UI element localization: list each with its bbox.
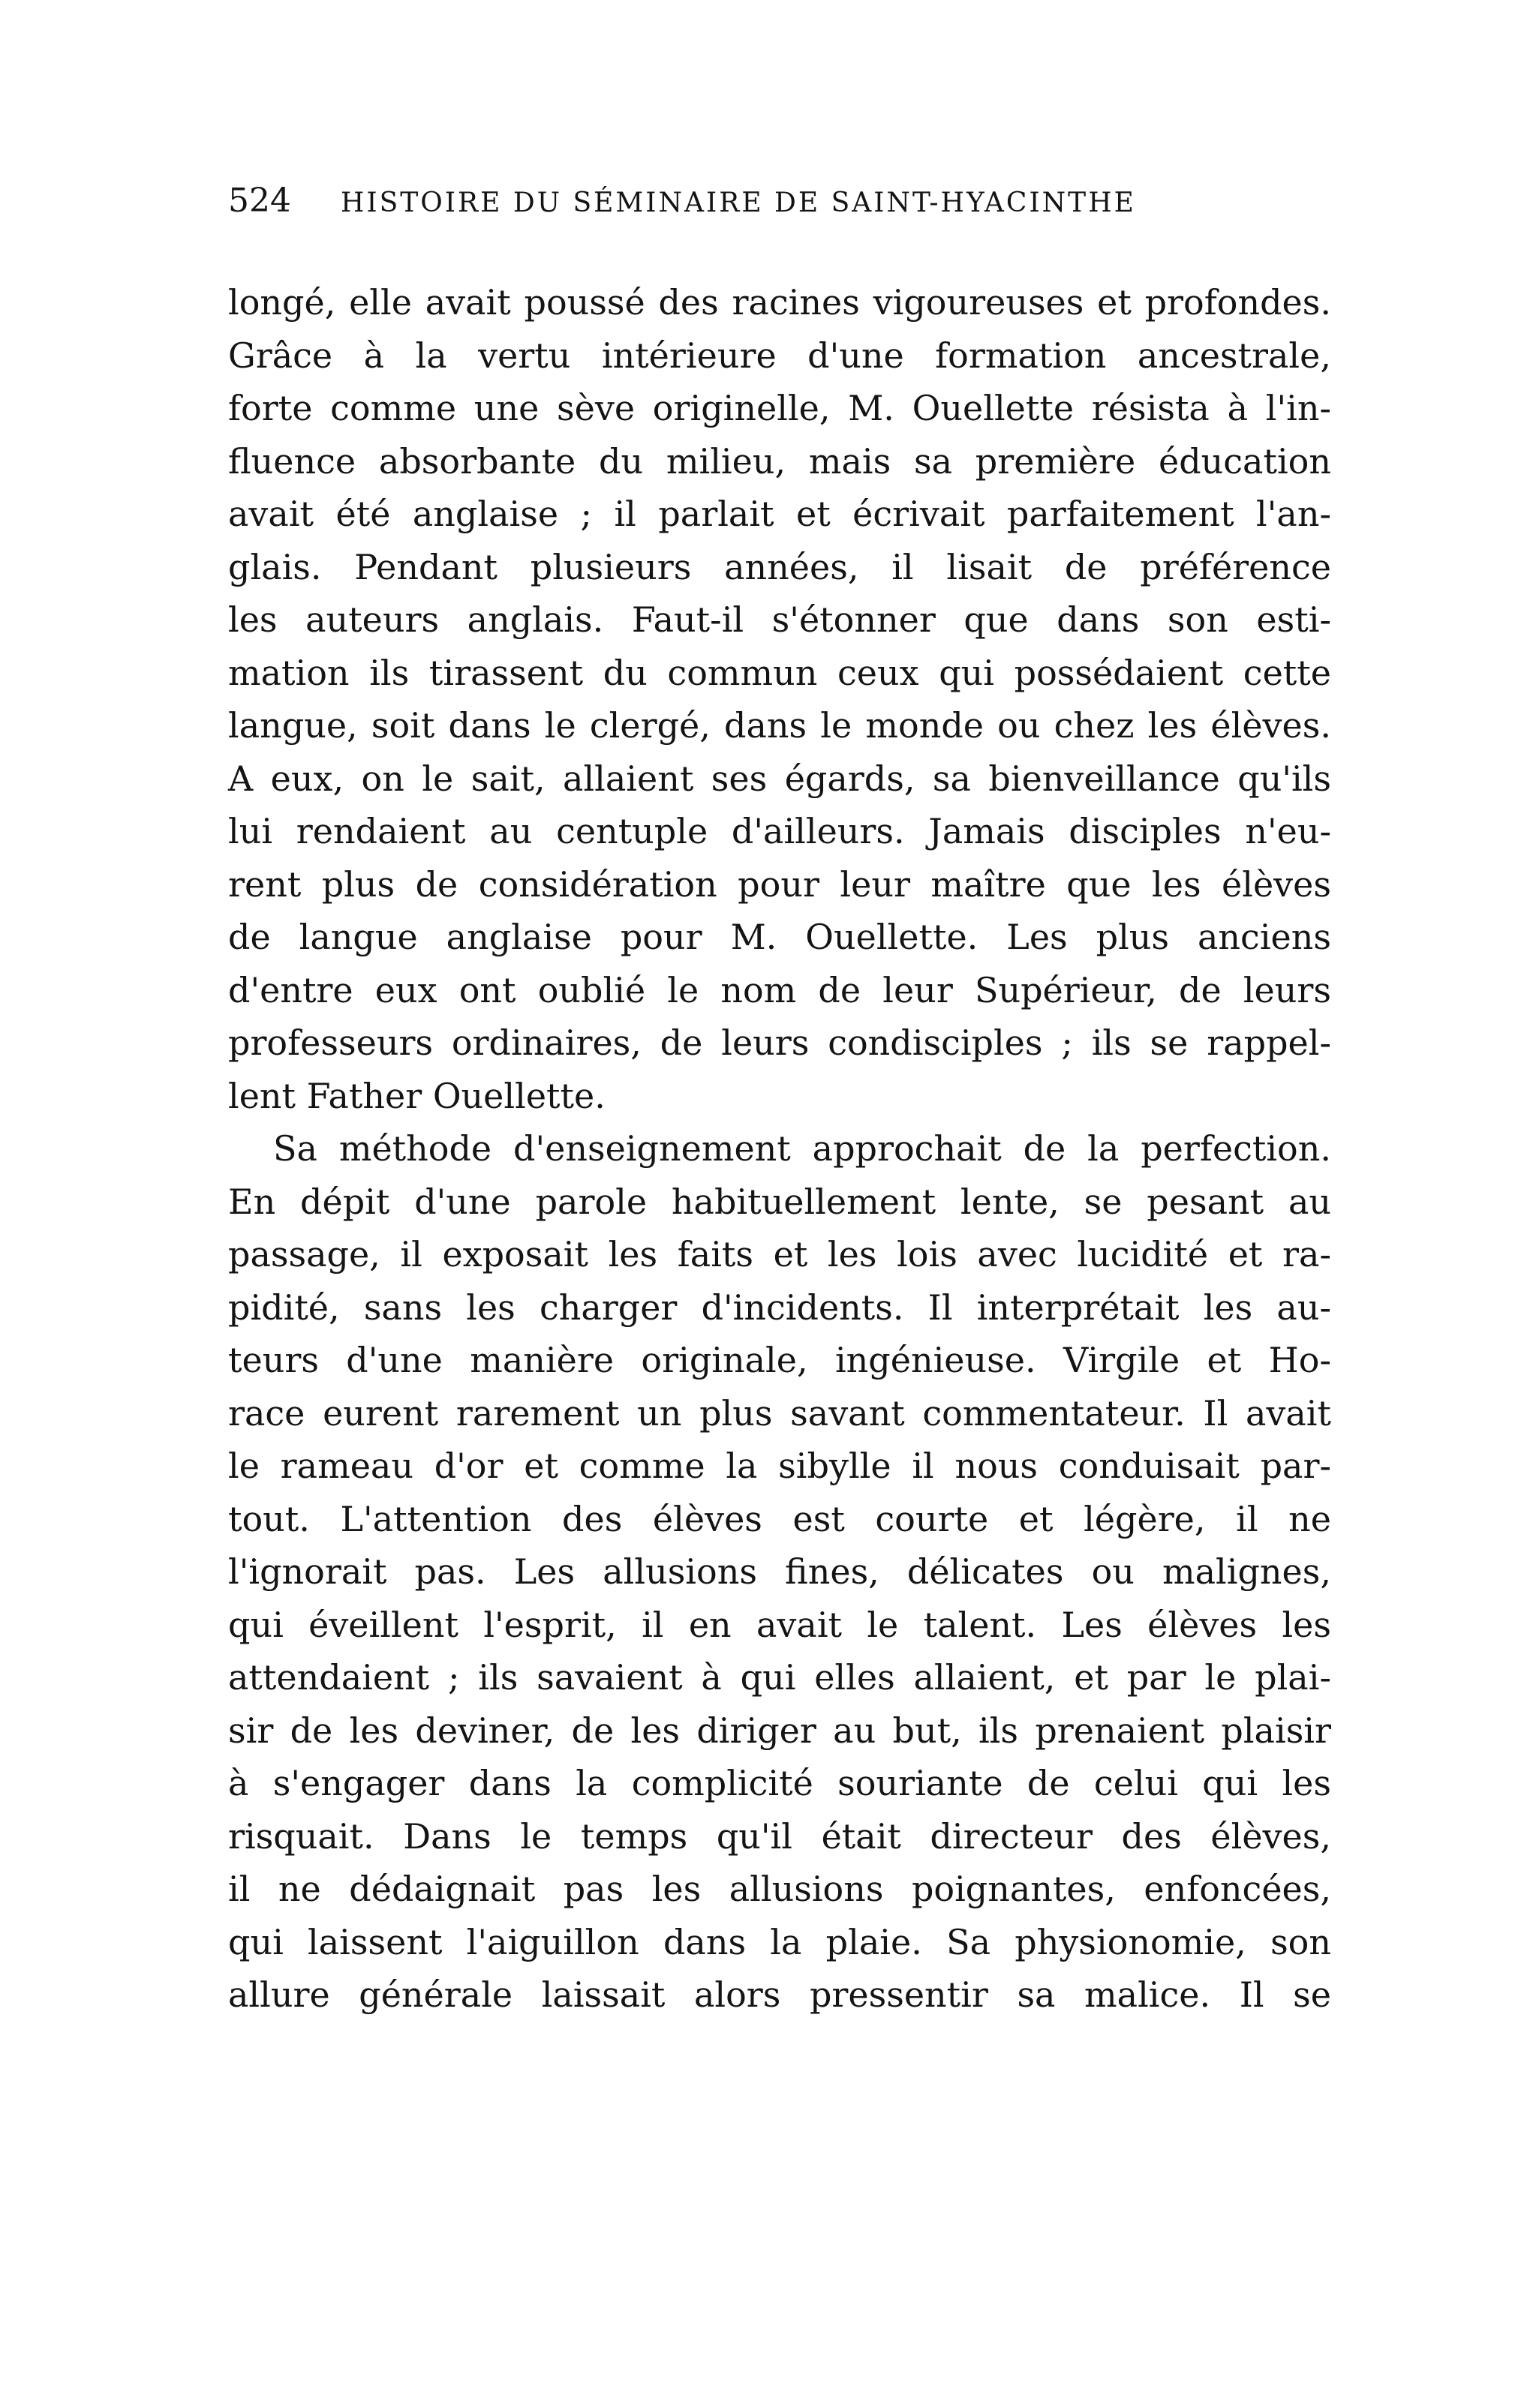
text-line: Grâce à la vertu intérieure d'une formation ancestrale, [228, 335, 1331, 376]
text-line: les auteurs anglais. Faut-il s'étonner que dans son esti- [228, 599, 1331, 640]
text-line: attendaient ; ils savaient à qui elles allaient, et par le plai- [228, 1657, 1331, 1698]
text-line: à s'engager dans la complicité souriante de celui qui les [228, 1763, 1331, 1803]
text-line: qui éveillent l'esprit, il en avait le talent. Les élèves les [228, 1604, 1331, 1645]
text-line: qui laissent l'aiguillon dans la plaie. Sa physionomie, son [228, 1921, 1331, 1962]
text-line: risquait. Dans le temps qu'il était directeur des élèves, [228, 1815, 1331, 1857]
text-line: glais. Pendant plusieurs années, il lisait de préférence [228, 546, 1331, 587]
text-line: sir de les deviner, de les diriger au but, ils prenaient plaisir [228, 1710, 1331, 1751]
text-line: professeurs ordinaires, de leurs condisciples ; ils se rappel- [228, 1022, 1331, 1063]
text-line: tout. L'attention des élèves est courte et légère, il ne [228, 1498, 1331, 1539]
text-line: Sa méthode d'enseignement approchait de la perfection. [273, 1128, 1331, 1169]
text-line: avait été anglaise ; il parlait et écrivait parfaitement l'an- [228, 494, 1331, 534]
text-line: pidité, sans les charger d'incidents. Il interprétait les au- [228, 1287, 1331, 1328]
text-line: teurs d'une manière originale, ingénieuse. Virgile et Ho- [228, 1340, 1331, 1380]
text-line: longé, elle avait poussé des racines vigoureuses et profondes. [228, 282, 1331, 323]
page-header [228, 179, 1331, 224]
text-line: race eurent rarement un plus savant commentateur. Il avait [228, 1392, 1331, 1434]
text-line: rent plus de considération pour leur maître que les élèves [228, 863, 1331, 905]
text-line: lent Father Ouellette. [228, 1075, 606, 1116]
text-line: A eux, on le sait, allaient ses égards, sa bienveillance qu'ils [228, 758, 1331, 799]
running-title: HISTOIRE DU SÉMINAIRE DE SAINT-HYACINTHE [340, 188, 1136, 218]
text-line: passage, il exposait les faits et les lois avec lucidité et ra- [228, 1234, 1331, 1275]
text-line: fluence absorbante du milieu, mais sa première éducation [228, 440, 1331, 482]
text-line: le rameau d'or et comme la sibylle il nous conduisait par- [228, 1446, 1331, 1486]
text-line: de langue anglaise pour M. Ouellette. Les plus anciens [228, 917, 1331, 957]
page-number: 524 [228, 182, 291, 220]
text-line: lui rendaient au centuple d'ailleurs. Jamais disciples n'eu- [228, 811, 1331, 851]
text-line: allure générale laissait alors pressentir sa malice. Il se [228, 1974, 1331, 2015]
body-text [228, 276, 1331, 2022]
text-line: En dépit d'une parole habituellement lente, se pesant au [228, 1181, 1331, 1222]
text-line: l'ignorait pas. Les allusions fines, délicates ou malignes, [228, 1551, 1331, 1592]
text-line: mation ils tirassent du commun ceux qui possédaient cette [228, 652, 1331, 693]
text-line: d'entre eux ont oublié le nom de leur Supérieur, de leurs [228, 969, 1331, 1010]
text-line: il ne dédaignait pas les allusions poignantes, enfoncées, [228, 1869, 1331, 1909]
text-line: langue, soit dans le clergé, dans le monde ou chez les élèves. [228, 705, 1331, 746]
text-line: forte comme une sève originelle, M. Ouellette résista à l'in- [228, 388, 1331, 428]
